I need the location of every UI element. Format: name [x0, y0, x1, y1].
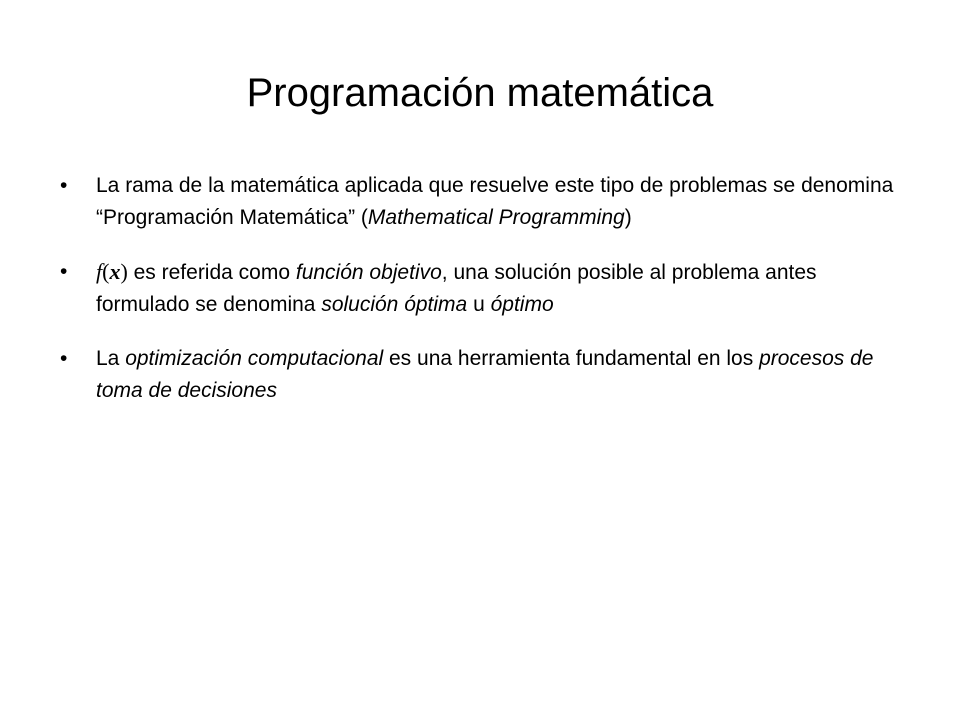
- bullet-icon: •: [60, 260, 68, 283]
- slide-title: Programación matemática: [246, 71, 714, 115]
- math-close-paren: ): [120, 259, 128, 284]
- bullet-text-emphasis: óptimo: [490, 293, 554, 316]
- bullet-list: [60, 170, 910, 429]
- bullet-item-objective-function: [60, 256, 910, 321]
- bullet-text-emphasis: Mathematical Programming: [367, 206, 625, 229]
- bullet-item-programming-definition: [60, 170, 910, 234]
- bullet-text: u: [467, 293, 491, 316]
- bullet-text: es referida como: [127, 261, 296, 284]
- bullet-text-emphasis: procesos de toma de decisiones: [96, 347, 874, 402]
- bullet-icon: •: [60, 347, 68, 370]
- bullet-text: ): [624, 206, 632, 229]
- bullet-item-computational-optimization: [60, 343, 910, 407]
- bullet-text-emphasis: función objetivo: [295, 261, 442, 284]
- bullet-text: La rama de la matemática aplicada que resuelve este tipo de problemas se denomina “Programación Matemática” (: [96, 174, 894, 229]
- math-expression-fx: [96, 259, 128, 284]
- math-function-symbol: f: [96, 259, 103, 284]
- bullet-text: es una herramienta fundamental en los: [383, 347, 760, 370]
- math-open-paren: (: [102, 259, 110, 284]
- bullet-text-emphasis: solución óptima: [321, 293, 468, 316]
- bullet-text: La: [96, 347, 126, 370]
- bullet-text-emphasis: optimización computacional: [125, 347, 384, 370]
- math-variable-x: x: [109, 259, 121, 284]
- bullet-icon: •: [60, 174, 68, 197]
- bullet-text: , una solución posible al problema antes formulado se denomina: [96, 261, 817, 316]
